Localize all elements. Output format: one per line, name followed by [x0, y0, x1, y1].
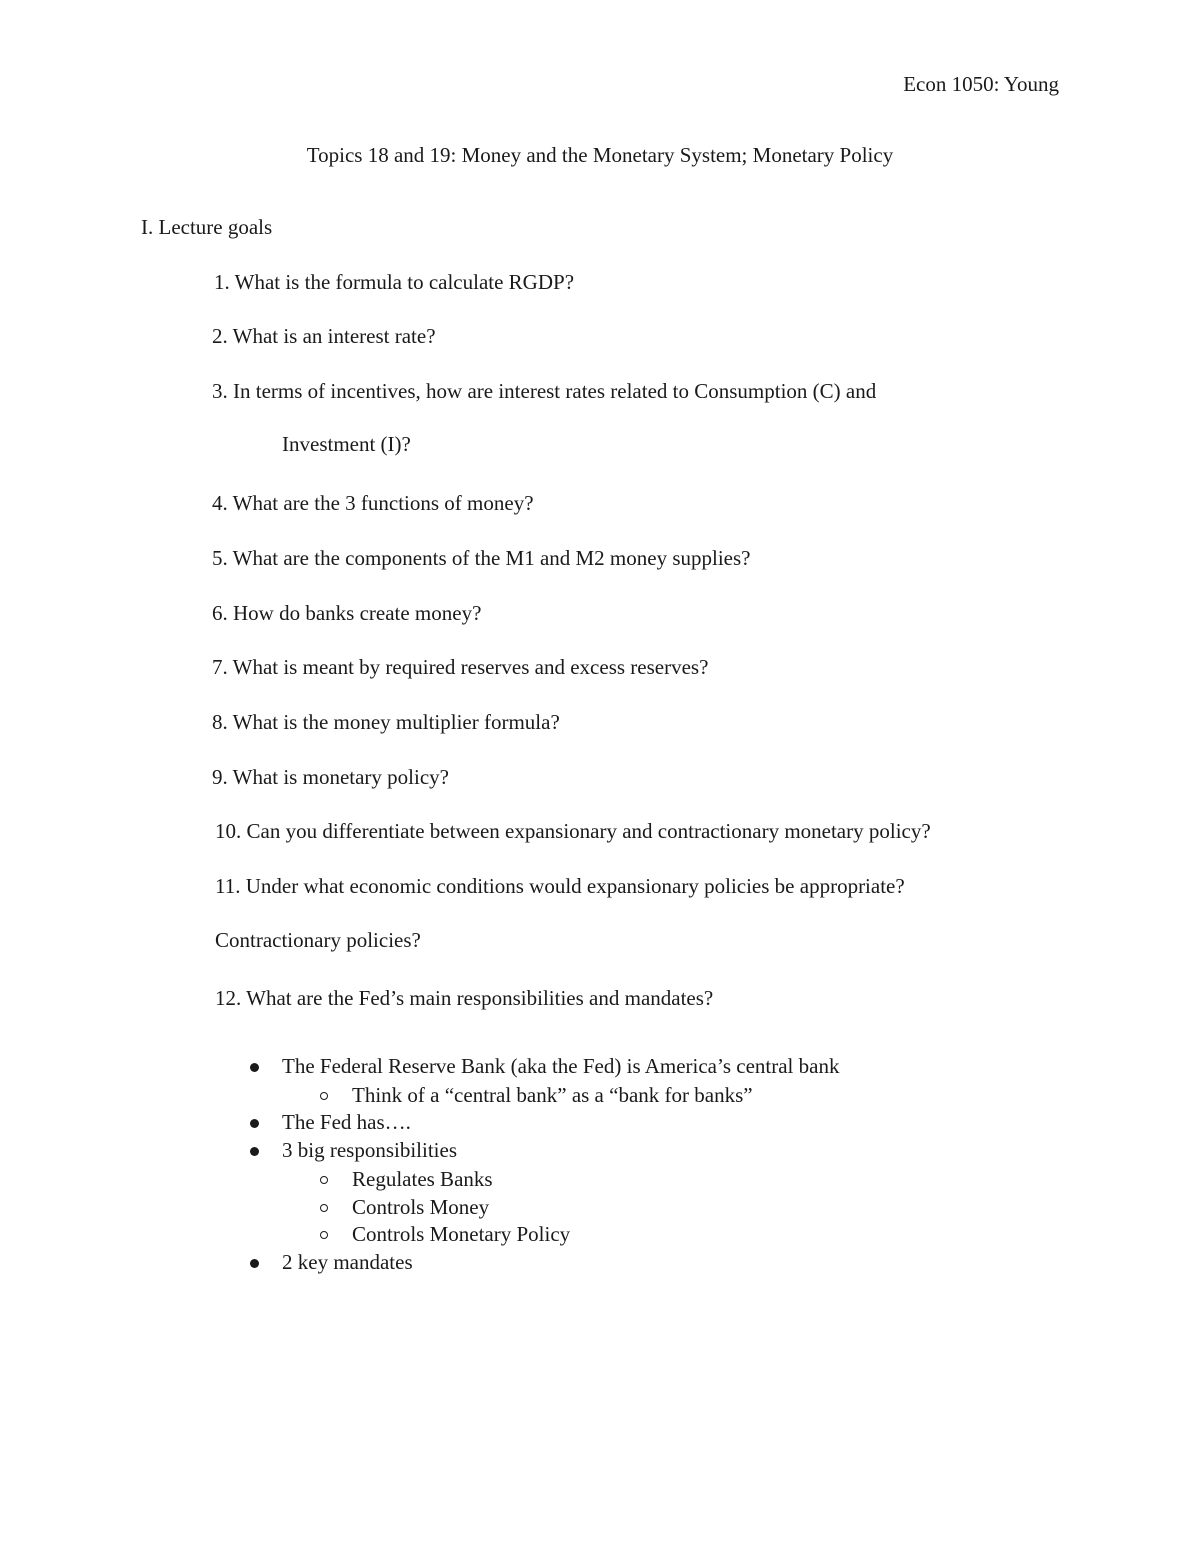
bullet-dot-icon — [250, 1259, 259, 1268]
bullet-dot-icon — [250, 1119, 259, 1128]
goal-item-continuation: Investment (I)? — [282, 432, 411, 456]
goal-item: 7. What is meant by required reserves and excess reserves? — [212, 655, 709, 679]
goal-item: 5. What are the components of the M1 and M2 money supplies? — [212, 546, 751, 570]
sub-bullet-item: Regulates Banks — [352, 1167, 493, 1191]
goal-item: 11. Under what economic conditions would expansionary policies be appropriate? — [215, 874, 905, 898]
goal-item: 6. How do banks create money? — [212, 601, 482, 625]
bullet-circle-icon — [320, 1231, 328, 1239]
sub-bullet-item: Controls Money — [352, 1195, 490, 1219]
goal-item: 12. What are the Fed’s main responsibilities and mandates? — [215, 986, 714, 1010]
goal-item: 3. In terms of incentives, how are interest rates related to Consumption (C) and — [212, 379, 877, 403]
goal-item: 2. What is an interest rate? — [212, 324, 436, 348]
sub-bullet-item: Controls Monetary Policy — [352, 1222, 571, 1246]
bullet-circle-icon — [320, 1204, 328, 1212]
bullet-circle-icon — [320, 1092, 328, 1100]
section-heading: I. Lecture goals — [141, 215, 273, 239]
bullet-item: 3 big responsibilities — [282, 1138, 457, 1162]
goal-item-continuation: Contractionary policies? — [215, 928, 421, 952]
goal-item: 8. What is the money multiplier formula? — [212, 710, 560, 734]
document-title: Topics 18 and 19: Money and the Monetary System; Monetary Policy — [306, 143, 894, 167]
bullet-dot-icon — [250, 1063, 259, 1072]
bullet-dot-icon — [250, 1147, 259, 1156]
goal-item: 9. What is monetary policy? — [212, 765, 449, 789]
course-header: Econ 1050: Young — [903, 72, 1059, 96]
bullet-item: The Federal Reserve Bank (aka the Fed) is America’s central bank — [282, 1054, 840, 1078]
goal-item: 1. What is the formula to calculate RGDP? — [214, 270, 575, 294]
bullet-circle-icon — [320, 1176, 328, 1184]
goal-item: 4. What are the 3 functions of money? — [212, 491, 534, 515]
bullet-item: 2 key mandates — [282, 1250, 413, 1274]
sub-bullet-item: Think of a “central bank” as a “bank for banks” — [352, 1083, 753, 1107]
goal-item: 10. Can you differentiate between expansionary and contractionary monetary policy? — [215, 819, 931, 843]
bullet-item: The Fed has…. — [282, 1110, 411, 1134]
